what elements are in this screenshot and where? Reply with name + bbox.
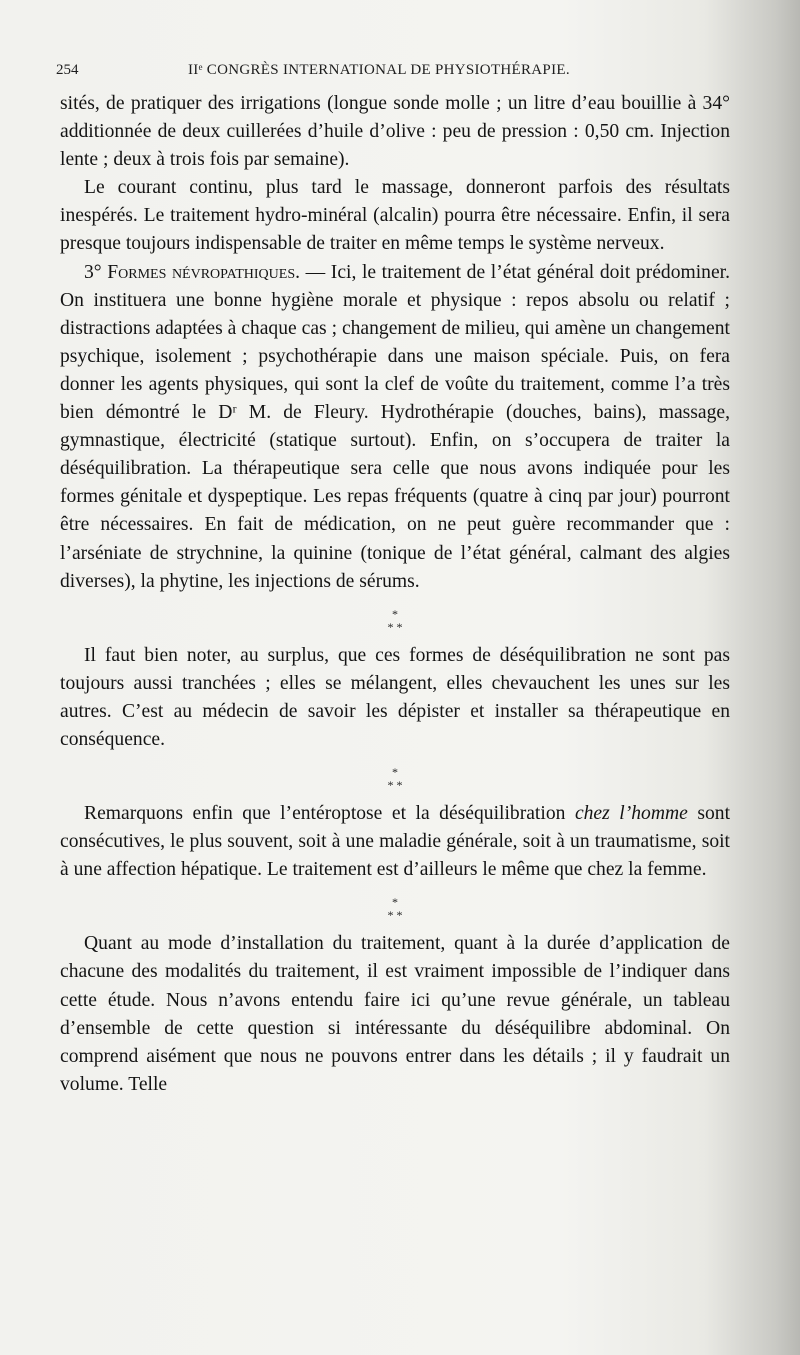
running-header — [56, 62, 726, 86]
asterism-bottom: * * — [387, 908, 403, 923]
paragraph-courant-continu: Le courant continu, plus tard le massage, donneront parfois des résultats inespérés. Le traitement hydro-minéral (alcalin) pourra être nécessaire. Enfin, il sera presque toujours indispensable de traiter en même temps le système nerveux. — [60, 177, 730, 255]
section-number: 3° — [84, 261, 102, 283]
asterism-bottom: * * — [387, 778, 403, 793]
paragraph-installation-traitement: Quant au mode d’installation du traitement, quant à la durée d’application de chacune des modalités du traitement, il est vraiment impossible de l’indiquer dans cette étude. Nous n’avons entendu faire ici qu’une revue générale, un tableau d’ensemble de cette question si intéressante du déséquilibre abdominal. On comprend aisément que nous ne pouvons entrer dans les détails ; il y faudrait un volume. Telle — [60, 933, 730, 1095]
asterism-separator — [60, 754, 730, 800]
asterism-top: * — [392, 895, 398, 910]
paragraph-text: sont consécutives, le plus souvent, soit à une maladie générale, soit à un traumatisme, soit à une affection hépatique. Le traitement est d’ailleurs le même que chez la femme. — [60, 803, 731, 881]
section-dash: — — [305, 261, 326, 283]
emphasis-chez-lhomme: chez l’homme — [574, 803, 688, 825]
running-title: IIᵉ CONGRÈS INTERNATIONAL DE PHYSIOTHÉRAPIE. — [188, 62, 570, 78]
paragraph-chez-lhomme — [60, 800, 730, 884]
asterism-bottom: * * — [387, 619, 403, 634]
page-number: 254 — [56, 62, 79, 78]
paragraph-formes-melangees: Il faut bien noter, au surplus, que ces formes de déséquilibration ne sont pas toujours aussi tranchées ; elles se mélangent, elles chevauchent les unes sur les autres. C’est au médecin de savoir les dépister et installer sa thérapeutique en conséquence. — [60, 644, 730, 750]
paragraph-text: Remarquons enfin que l’entéroptose et la déséquilibration — [84, 803, 566, 825]
page-body — [60, 90, 730, 1099]
asterism-top: * — [392, 765, 398, 780]
paragraph-text: Ici, le traitement de l’état général doit prédominer. On instituera une bonne hygiène morale et physique : repos absolu ou relatif ; distractions adaptées à chaque cas ; changement de milieu, qui amène un changement psychique, isolement ; psychothérapie dans une maison spéciale. Puis, on fera donner les agents physiques, qui sont la clef de voûte du traitement, comme l’a très bien démontré le Dʳ M. de Fleury. Hydrothérapie (douches, bains), massage, gymnastique, électricité (statique surtout). Enfin, on s’occupera de traiter la déséquilibration. La thérapeutique sera celle que nous avons indiquée pour les formes génitale et dyspeptique. Les repas fréquents (quatre à cinq par jour) pourront être nécessaires. En fait de médication, on ne peut guère recommander que : l’arséniate de strychnine, la quinine (tonique de l’état général, calmant des algies diverses), la phytine, les injections de sérums. — [60, 261, 731, 592]
asterism-separator — [60, 596, 730, 642]
asterism-top: * — [392, 606, 398, 621]
paragraph-irrigations: sités, de pratiquer des irrigations (longue sonde molle ; un litre d’eau bouillie à 34° additionnée de deux cuillerées d’huile d’olive : peu de pression : 0,50 cm. Injection lente ; deux à trois fois par semaine). — [60, 93, 730, 171]
paragraph-formes-nevropathiques — [60, 259, 730, 596]
asterism-separator — [60, 884, 730, 930]
section-heading: Formes névropathiques. — [107, 261, 301, 283]
